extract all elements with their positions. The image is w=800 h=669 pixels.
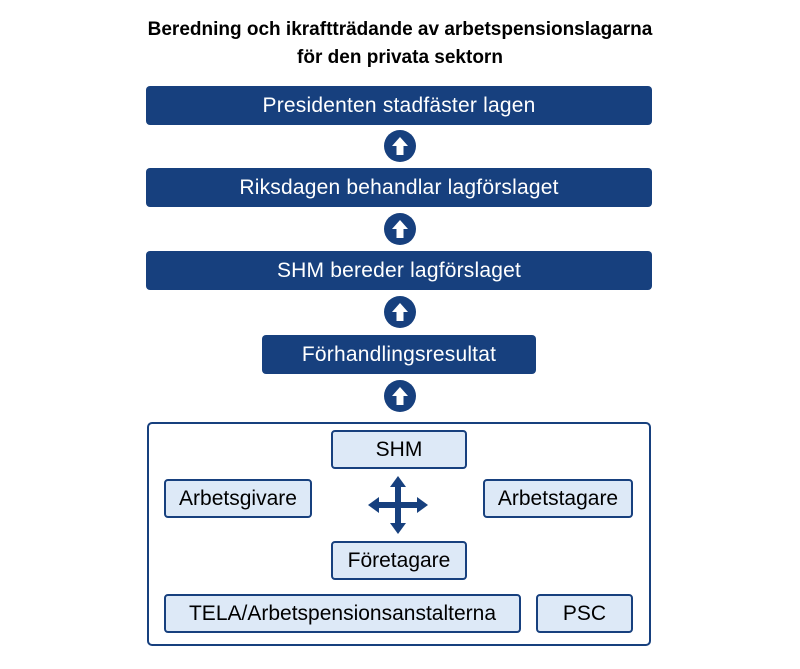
- step-shm-prepares: SHM bereder lagförslaget: [146, 251, 652, 290]
- step-president-confirms: Presidenten stadfäster lagen: [146, 86, 652, 125]
- party-psc: PSC: [536, 594, 633, 633]
- arrow-up-icon: [384, 130, 416, 162]
- party-shm: SHM: [331, 430, 467, 469]
- arrow-up-icon: [384, 296, 416, 328]
- party-entrepreneurs: Företagare: [331, 541, 467, 580]
- party-employees: Arbetstagare: [483, 479, 633, 518]
- arrow-up-icon: [384, 380, 416, 412]
- diagram-title-line-1: Beredning och ikraftträdande av arbetspensionslagarna: [147, 19, 653, 40]
- party-employers: Arbetsgivare: [164, 479, 312, 518]
- step-negotiation-result: Förhandlingsresultat: [262, 335, 536, 374]
- party-tela: TELA/Arbetspensionsanstalterna: [164, 594, 521, 633]
- step-parliament-handles: Riksdagen behandlar lagförslaget: [146, 168, 652, 207]
- arrow-up-icon: [384, 213, 416, 245]
- diagram-title-line-2: för den privata sektorn: [297, 47, 503, 68]
- four-way-arrow-icon: [368, 476, 428, 539]
